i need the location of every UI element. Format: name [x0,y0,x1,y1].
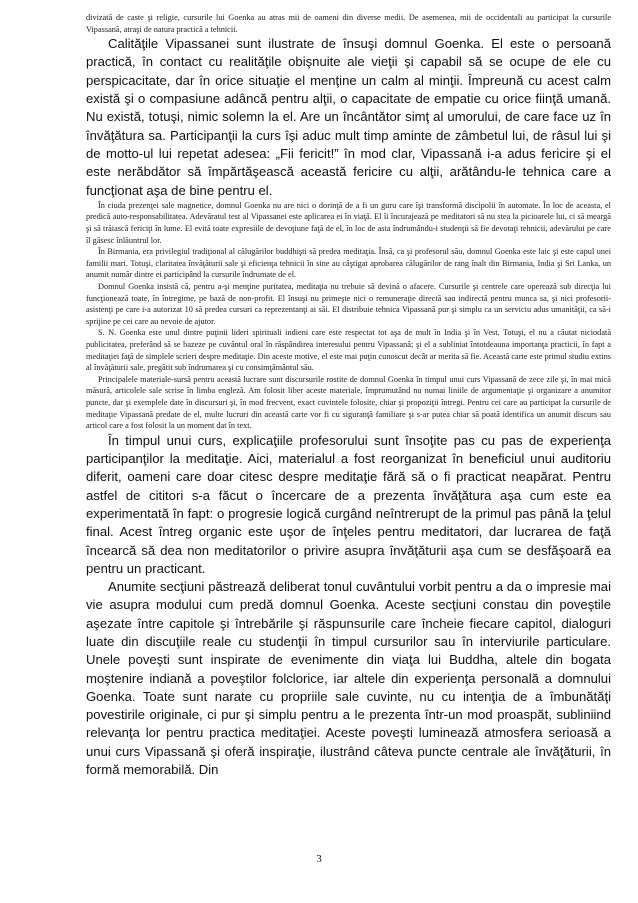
paragraph-burma-tradition: În Birmania, era privilegiul tradiţional al călugărilor buddhişti să predea meditaţia. Însă, ca şi profesorul său, domnul Goenka este laic şi este capul unei familii mari. Totuşi, claritatea învăţăturii sale şi eficienţa tehnicii în sine au câştigat aprobarea călugărilor de rang înalt din Birmania, India şi Sri Lanka, un anumit număr dintre ei participând la cursurile îndrumate de el. [86,247,611,280]
paragraph-goenka-qualities: Calităţile Vipassanei sunt ilustrate de însuşi domnul Goenka. El este o persoană practică, în contact cu realităţile obişnuite ale vieţii şi capabil să se ocupe de ele cu perspicacitate, dar în orice situaţie el menţine un calm al minţii. Împreună cu acest calm există şi o compasiune adâncă pentru alţii, o capacitate de empatie cu orice fiinţă umană. Nu există, totuşi, nimic solemn la el. Are un încântător simţ al umorului, de care face uz în învăţătura sa. Participanţii la curs îşi aduc mult timp aminte de zâmbetul lui, de râsul lui şi de motto-ul lui repetat adesea: „Fii fericit!” în mod clar, Vipassană i-a adus fericire şi el este nerăbdător să împărtăşească această fericire cu alţii, arătându-le tehnica care a funcţionat aşa de bine pentru el. [86,36,611,198]
page-number: 3 [316,853,322,865]
paragraph-continuation: divizată de caste şi religie, cursurile lui Goenka au atras mii de oameni din diverse medii. De asemenea, mii de occidentali au participat la cursurile Vipassană, atraşi de natura practică a tehnicii. [86,13,611,34]
paragraph-respected-leader: S. N. Goenka este unul dintre puţinii lideri spirituali indieni care este respectat tot aşa de mult în India şi în Vest. Totuşi, el nu a căutat niciodată publicitatea, preferând să se bazeze pe cuvântul oral în răspândirea interesului pentru Vipassană; şi el a subliniat întotdeauna importanţa practicii, în fapt a meditaţiei faţă de simplele scrieri despre meditaţie. Din aceste motive, el este mai puţin cunoscut decât ar merita să fie. Această carte este primul studiu extins al învăţăturii sale, pregătit sub îndrumarea şi cu consimţământul său. [86,328,611,373]
paragraph-self-responsibility: În ciuda prezenţei sale magnetice, domnul Goenka nu are nici o dorinţă de a fi un guru care îşi transformă discipolii în automate. În loc de aceasta, el predică auto-responsabilitatea. Adevăratul test al Vipassanei este aplicarea ei în viaţă. El îi încurajează pe meditatori să nu stea la picioarele lui, ci să meargă şi să trăiască fericiţi în lume. El evită toate expresiile de devoţiune faţă de el, în loc de asta îndrumându-i studenţii să fie devotaţi tehnicii, adevărului pe care îl găsesc înlăuntrul lor. [86,200,611,245]
paragraph-source-materials: Principalele materiale-sursă pentru această lucrare sunt discursurile rostite de domnul Goenka în timpul unui curs Vipassană de zece zile şi, în mai mică măsură, articolele sale scrise în limba engleză. Am folosit liber aceste materiale, împrumutând nu numai liniile de argumentaţie şi organizare a anumitor puncte, dar şi exemplele date în discursuri şi, în mod frecvent, exact cuvintele folosite, chiar şi propoziţii întregi. Pentru cei care au participat la cursurile de meditaţie Vipassană predate de el, multe lucruri din această carte vor fi cu siguranţă familiare şi s-ar putea chiar să poată identifica un anumit discurs sau articol care a fost folosit la un moment dat în text. [86,374,611,431]
text-column [86,12,611,779]
paragraph-spoken-tone: Anumite secţiuni păstrează deliberat tonul cuvântului vorbit pentru a da o impresie mai vie asupra modului cum predă domnul Goenka. Aceste secţiuni constau din poveştile aşezate între capitole şi întrebările şi răspunsurile care încheie fiecare capitol, dialoguri luate din discuţiile reale cu studenţii în timpul cursurilor sau în interviurile particulare. Unele poveşti sunt inspirate de evenimente din viaţa lui Buddha, altele din bogata moştenire indiană a poveştilor folclorice, iar altele din experienţa personală a domnului Goenka. Toate sunt narate cu propriile sale cuvinte, nu cu intenţia de a îmbunătăţi povestirile originale, ci pur şi simplu pentru a le prezenta într-un mod proaspăt, subliniind relevanţa lor pentru practica meditaţiei. Aceste poveşti luminează atmosfera serioasă a unui curs Vipassană şi oferă inspiraţie, ilustrând câteva puncte centrale ale învăţăturii, în formă memorabilă. Din [86,579,611,778]
paragraph-non-profit: Domnul Goenka insistă că, pentru a-şi menţine puritatea, meditaţia nu trebuie să devină o afacere. Cursurile şi centrele care operează sub direcţia lui funcţionează toate, în întregime, pe bază de non-profit. El însuşi nu primeşte nici o remuneraţie directă sau indirectă pentru munca sa, şi nici profesorii-asistenţi pe care i-a autorizat 10 să predea cursuri ca reprezentanţi ai săi. El distribuie tehnica Vipassană pur şi simplu ca un serviciu adus umanităţii, ca să-i sprijine pe cei care au nevoie de ajutor. [86,282,611,326]
paragraph-course-explanations: În timpul unui curs, explicaţiile profesorului sunt însoţite pas cu pas de experienţa participanţilor la meditaţie. Aici, materialul a fost reorganizat în beneficiul unui auditoriu diferit, oameni care doar citesc despre meditaţie fără să o fi practicat neapărat. Pentru astfel de cititori s-a făcut o încercare de a prezenta învăţătura aşa cum este ea experimentată în fapt: o progresie logică curgând neîntrerupt de la primul pas până la ţelul final. Acest întreg organic este uşor de înţeles pentru meditatori, dar lucrarea de faţă încearcă să dea non meditatorilor o privire asupra învăţăturii aşa cum se desfăşoară ea pentru un practicant. [86,432,611,576]
